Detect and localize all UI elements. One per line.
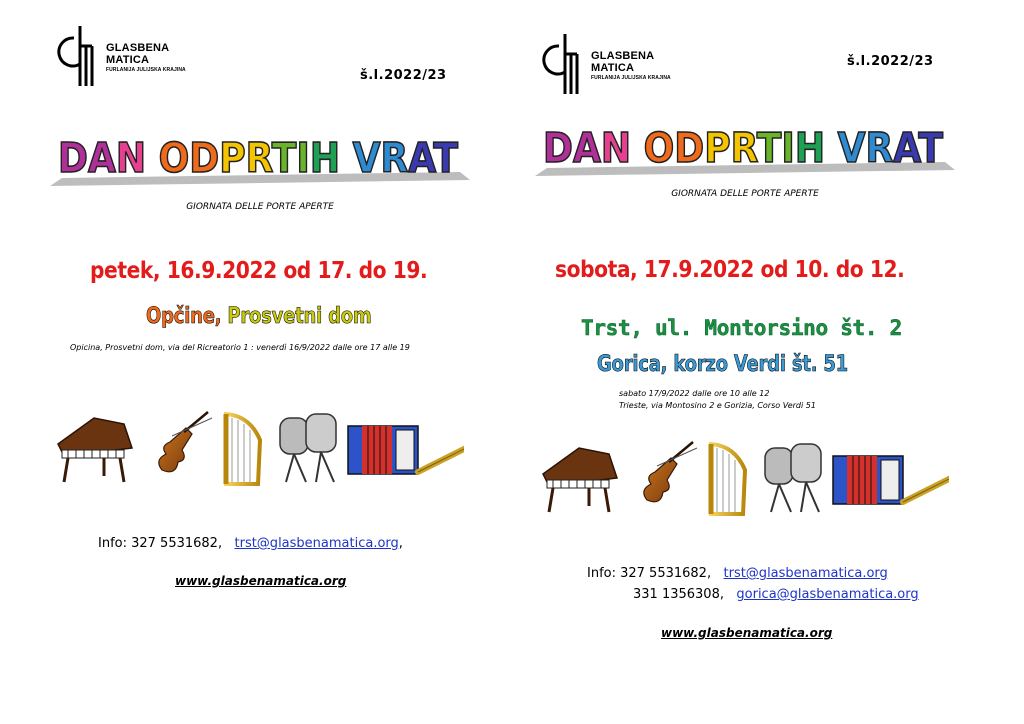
venue-part1: Opčine,	[146, 304, 222, 329]
violin-icon	[159, 412, 212, 472]
info-phone-right-2: 331 1356308,	[633, 587, 724, 602]
grand-piano-icon	[58, 418, 132, 482]
info-phone-left: Info: 327 5531682,	[98, 536, 223, 551]
gm-logo-icon	[541, 32, 589, 96]
venue-note-right-2: Trieste, via Montosino 2 e Gorizia, Corso Verdi 51	[619, 401, 816, 410]
logo-line-region: FURLANIJA JULIJSKA KRAJINA	[591, 75, 671, 81]
subtitle-right: GIORNATA DELLE PORTE APERTE	[671, 189, 819, 199]
email-link-trst-right[interactable]: trst@glasbenamatica.org	[723, 566, 888, 581]
grand-piano-icon	[543, 448, 617, 512]
instruments-row-left	[54, 410, 464, 492]
email-link-trst-left[interactable]: trst@glasbenamatica.org	[234, 536, 399, 551]
contact-info-left	[98, 536, 403, 551]
venue-part2: Prosvetni dom	[227, 304, 372, 329]
venue-note-left: Opicina, Prosvetni dom, via del Ricreatorio 1 : venerdì 16/9/2022 dalle ore 17 alle 19	[70, 343, 410, 352]
venue-note-right-1: sabato 17/9/2022 dalle ore 10 alle 12	[619, 389, 770, 398]
title-wordart	[525, 110, 965, 190]
venue-gorica: Gorica, korzo Verdi št. 51	[597, 352, 848, 377]
school-year: š.l.2022/23	[360, 68, 447, 83]
info-comma: ,	[398, 536, 403, 551]
logo-line-matica: MATICA	[591, 62, 635, 74]
venue-left	[146, 304, 371, 329]
contact-info-right-1	[587, 566, 888, 581]
flute-icon	[418, 440, 464, 472]
harp-icon	[226, 414, 260, 484]
website-link-right[interactable]: www.glasbenamatica.org	[661, 626, 833, 640]
logo-line-region: FURLANIJA JULIJSKA KRAJINA	[106, 67, 186, 73]
glasbena-matica-logo	[56, 24, 206, 88]
logo-line-glasbena: GLASBENA	[591, 50, 655, 62]
conga-drums-icon	[280, 414, 336, 482]
title-wordart	[40, 120, 480, 200]
flute-icon	[903, 470, 949, 502]
instruments-row-right	[539, 440, 949, 522]
svg-text:DAN ODPRTIH VRAT: DAN ODPRTIH VRAT	[543, 124, 950, 172]
venue-trst: Trst, ul. Montorsino št. 2	[581, 316, 902, 340]
flyer-right	[505, 0, 995, 724]
title-banner	[40, 120, 480, 200]
info-phone-right-1: Info: 327 5531682,	[587, 566, 712, 581]
title-banner-right	[525, 110, 965, 190]
harp-icon	[711, 444, 745, 514]
website-link-left[interactable]: www.glasbenamatica.org	[175, 574, 347, 588]
svg-text:DAN ODPRTIH VRAT: DAN ODPRTIH VRAT	[58, 134, 465, 182]
school-year-right: š.l.2022/23	[847, 54, 934, 69]
violin-icon	[644, 442, 697, 502]
contact-info-right-2	[633, 587, 919, 602]
flyer-left	[20, 0, 510, 724]
glasbena-matica-logo-right	[541, 32, 691, 96]
logo-line-glasbena: GLASBENA	[106, 42, 170, 54]
accordion-icon	[833, 456, 903, 504]
email-link-gorica[interactable]: gorica@glasbenamatica.org	[736, 587, 919, 602]
subtitle: GIORNATA DELLE PORTE APERTE	[186, 202, 334, 212]
gm-logo-icon	[56, 24, 104, 88]
conga-drums-icon	[765, 444, 821, 512]
event-date-left: petek, 16.9.2022 od 17. do 19.	[90, 258, 428, 284]
accordion-icon	[348, 426, 418, 474]
logo-line-matica: MATICA	[106, 54, 150, 66]
event-date-right: sobota, 17.9.2022 od 10. do 12.	[555, 257, 905, 283]
